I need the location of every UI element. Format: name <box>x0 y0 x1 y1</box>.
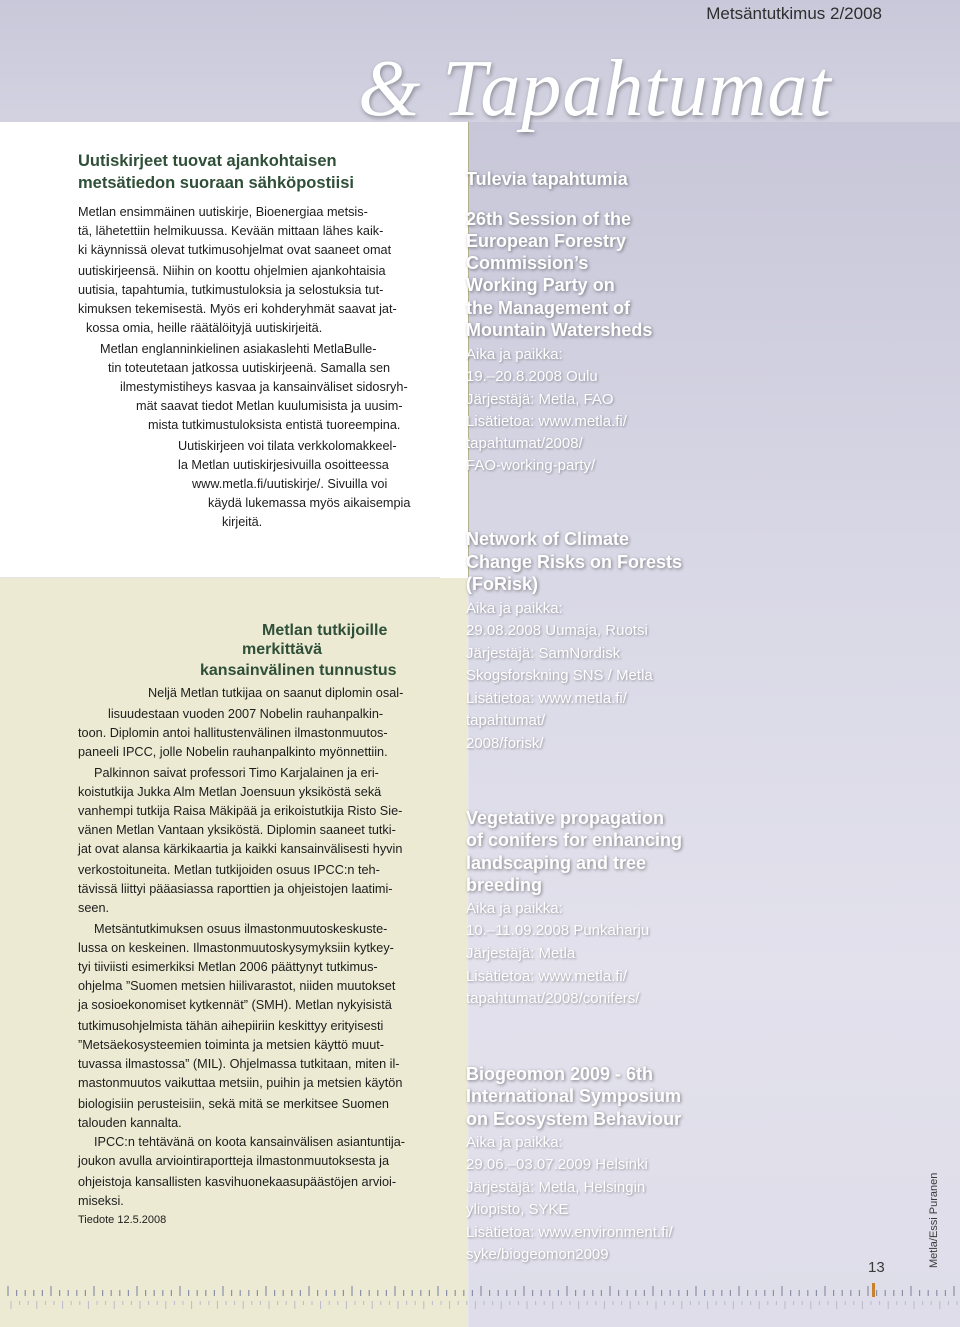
news-text-line: uutisia, tapahtumia, tutkimustuloksia ja selostuksia tut- <box>78 283 384 297</box>
event-title-line: of conifers for enhancing <box>466 830 683 850</box>
news-heading <box>78 150 438 194</box>
award-text-line: ohjelma ”Suomen metsien hiilivarastot, niiden muutokset <box>78 979 396 993</box>
award-text-line: jat ovat alansa kärkikaartia ja kaikki kansainvälisesti hyvin <box>78 842 403 856</box>
award-text-line: talouden kannalta. <box>78 1116 182 1130</box>
event-title-line: Change Risks on Forests <box>466 552 683 572</box>
event-link-line[interactable]: Lisätietoa: www.metla.fi/ <box>466 690 627 707</box>
event-title-line: European Forestry <box>466 231 627 251</box>
event-detail-line: Skogsforskning SNS / Metla <box>466 667 653 684</box>
event-title-line: 26th Session of the <box>466 209 632 229</box>
event-link-line[interactable]: FAO-working-party/ <box>466 457 596 474</box>
news-text-line: Uutiskirjeen voi tilata verkkolomakkeel- <box>178 439 397 453</box>
event-detail-line: Aika ja paikka: <box>466 1134 563 1151</box>
news-text-line: Metlan englanninkielinen asiakaslehti MetlaBulle- <box>100 342 377 356</box>
news-text-line: ilmestymistiheys kasvaa ja kansainväliset sidosryh- <box>120 380 408 394</box>
news-text-line: ki käynnissä olevat tutkimusohjelmat ovat saaneet omat <box>78 243 392 257</box>
event-detail-line: yliopisto, SYKE <box>466 1201 569 1218</box>
event-title-line: Biogeomon 2009 - 6th <box>466 1064 654 1084</box>
award-text-line: toon. Diplomin antoi hallitustenvälinen ilmastonmuutos- <box>78 726 388 740</box>
event-detail-line: Järjestäjä: Metla, FAO <box>466 391 614 408</box>
panel-divider <box>440 577 468 578</box>
award-heading-line: Metlan tutkijoille <box>262 622 388 639</box>
award-text-line: lisuudestaan vuoden 2007 Nobelin rauhanpalkin- <box>108 707 384 721</box>
news-text-line: mät saavat tiedot Metlan kuulumisista ja uusim- <box>136 399 403 413</box>
event-link-line[interactable]: 2008/forisk/ <box>466 735 544 752</box>
award-text-line: vanhempi tutkija Raisa Mäkipää ja erikoistutkija Risto Sie- <box>78 804 403 818</box>
news-text-line: tin toteutetaan jatkossa uutiskirjeenä. Samalla sen <box>108 361 391 375</box>
event-title-line: Vegetative propagation <box>466 808 665 828</box>
page-number: 13 <box>868 1259 885 1276</box>
award-text-line: Neljä Metlan tutkijaa on saanut diplomin osal- <box>148 686 404 700</box>
event-detail-line: Järjestäjä: Metla, Helsingin <box>466 1179 646 1196</box>
event-title-line: Mountain Watersheds <box>466 320 653 340</box>
award-text-line: tävissä liittyi pääasiassa raporttien ja ohjeistojen laatimi- <box>78 882 393 896</box>
award-text-line: mastonmuutos vaikuttaa metsiin, puihin ja metsien käytön <box>78 1076 403 1090</box>
award-text-line: tutkimusohjelmista tähän aihepiiriin keskittyy erityisesti <box>78 1019 384 1033</box>
award-text-line: IPCC:n tehtävänä on koota kansainvälisen asiantuntija- <box>94 1135 406 1149</box>
ruler-decoration-lower <box>0 1299 960 1327</box>
event-detail-line: Aika ja paikka: <box>466 900 563 917</box>
news-text-line: uutiskirjeensä. Niihin on koottu ohjelmien ajankohtaisia <box>78 264 386 278</box>
event-link-line[interactable]: Lisätietoa: www.environment.fi/ <box>466 1224 673 1241</box>
news-text-line: Metlan ensimmäinen uutiskirje, Bioenergiaa metsis- <box>78 205 368 219</box>
news-text-line: mista tutkimustuloksista entistä tuoreempina. <box>148 418 401 432</box>
award-text-line: joukon avulla arviointiraportteja ilmastonmuutoksesta ja <box>78 1154 390 1168</box>
award-text-line: tyi tiiviisti esimerkiksi Metlan 2006 päättynyt tutkimus- <box>78 960 378 974</box>
event-detail-line: Aika ja paikka: <box>466 346 563 363</box>
award-text-line: koistutkija Jukka Alm Metlan Joensuun yksiköstä sekä <box>78 785 382 799</box>
event-title-line: on Ecosystem Behaviour <box>466 1109 682 1129</box>
event-title-line: International Symposium <box>466 1086 682 1106</box>
event-title-line: the Management of <box>466 298 631 318</box>
event-detail-line: 29.08.2008 Uumaja, Ruotsi <box>466 622 648 639</box>
press-release-date: Tiedote 12.5.2008 <box>78 1214 167 1226</box>
journal-title: Metsäntutkimus 2/2008 <box>706 4 882 23</box>
award-text-line: miseksi. <box>78 1194 124 1208</box>
event-link-line[interactable]: tapahtumat/2008/conifers/ <box>466 990 640 1007</box>
event-link-line[interactable]: Lisätietoa: www.metla.fi/ <box>466 968 627 985</box>
event-link-line[interactable]: tapahtumat/ <box>466 712 546 729</box>
award-text-line: verkostoituneita. Metlan tutkijoiden osuus IPCC:n teh- <box>78 863 380 877</box>
award-text-line: Palkinnon saivat professori Timo Karjalainen ja eri- <box>94 766 379 780</box>
news-text-line: kirjeitä. <box>222 515 263 529</box>
event-detail-line: Järjestäjä: SamNordisk <box>466 645 621 662</box>
news-text-line: tä, lähetettiin helmikuussa. Kevään mittaan lähes kaik- <box>78 224 384 238</box>
event-title-line: Network of Climate <box>466 529 630 549</box>
ruler-decoration <box>0 1284 960 1298</box>
event-detail-line: Järjestäjä: Metla <box>466 945 576 962</box>
event-detail-line: 10.–11.09.2008 Punkaharju <box>466 922 650 939</box>
news-heading-line: Uutiskirjeet tuovat ajankohtaisen <box>78 152 337 170</box>
photo-credit: Metla/Essi Puranen <box>928 1172 940 1268</box>
award-text-line: paneeli IPCC, jolle Nobelin rauhanpalkinto myönnettiin. <box>78 745 388 759</box>
news-text-line: la Metlan uutiskirjesivuilla osoitteessa <box>178 458 389 472</box>
event-detail-line: 19.–20.8.2008 Oulu <box>466 368 598 385</box>
award-text-line: seen. <box>78 901 110 915</box>
event-title-line: landscaping and tree <box>466 853 647 873</box>
event-title-line: Commission’s <box>466 253 589 273</box>
event-detail-line: Aika ja paikka: <box>466 600 563 617</box>
news-text-line: käydä lukemassa myös aikaisempia <box>208 496 411 510</box>
event-link-line[interactable]: syke/biogeomon2009 <box>466 1246 609 1263</box>
news-text-line: www.metla.fi/uutiskirje/. Sivuilla voi <box>192 477 388 491</box>
award-text-line: Metsäntutkimuksen osuus ilmastonmuutoskeskuste- <box>94 922 388 936</box>
award-text-line: lussa on keskeinen. Ilmastonmuutoskysymyksiin kytkey- <box>78 941 394 955</box>
award-heading-line: merkittävä <box>242 641 323 658</box>
event-link-line[interactable]: Lisätietoa: www.metla.fi/ <box>466 413 627 430</box>
events-heading: Tulevia tapahtumia <box>466 169 628 189</box>
event-title-line: breeding <box>466 875 543 895</box>
award-text-line: biologisiin perusteisiin, sekä mitä se merkitsee Suomen <box>78 1097 389 1111</box>
award-text-line: tuvassa ilmastossa” (MIL). Ohjelmassa tutkitaan, miten il- <box>78 1057 400 1071</box>
award-text-line: ohjeistoja kansallisten kasvihuonekaasupäästöjen arvioi- <box>78 1175 397 1189</box>
section-title: & Tapahtumat <box>358 45 832 133</box>
event-detail-line: 29.06.–03.07.2009 Helsinki <box>466 1156 648 1173</box>
news-text-line: kimuksen tekemisestä. Myös eri kohderyhmät saavat jat- <box>78 302 397 316</box>
event-title-line: Working Party on <box>466 275 615 295</box>
news-heading-line: metsätiedon suoraan sähköpostiisi <box>78 174 354 192</box>
event-link-line[interactable]: tapahtumat/2008/ <box>466 435 583 452</box>
award-heading-line: kansainvälinen tunnustus <box>200 662 397 679</box>
news-text-line: kossa omia, heille räätälöityjä uutiskirjeitä. <box>86 321 323 335</box>
event-title-line: (FoRisk) <box>466 574 538 594</box>
award-text-line: ja sosioekonomiset kytkennät” (SMH). Metlan nykyisistä <box>78 998 392 1012</box>
award-text-line: ”Metsäekosysteemien toiminta ja metsien käyttö muut- <box>78 1038 385 1052</box>
award-text-line: vänen Metlan Vantaan yksiköstä. Diplomin saaneet tutki- <box>78 823 396 837</box>
